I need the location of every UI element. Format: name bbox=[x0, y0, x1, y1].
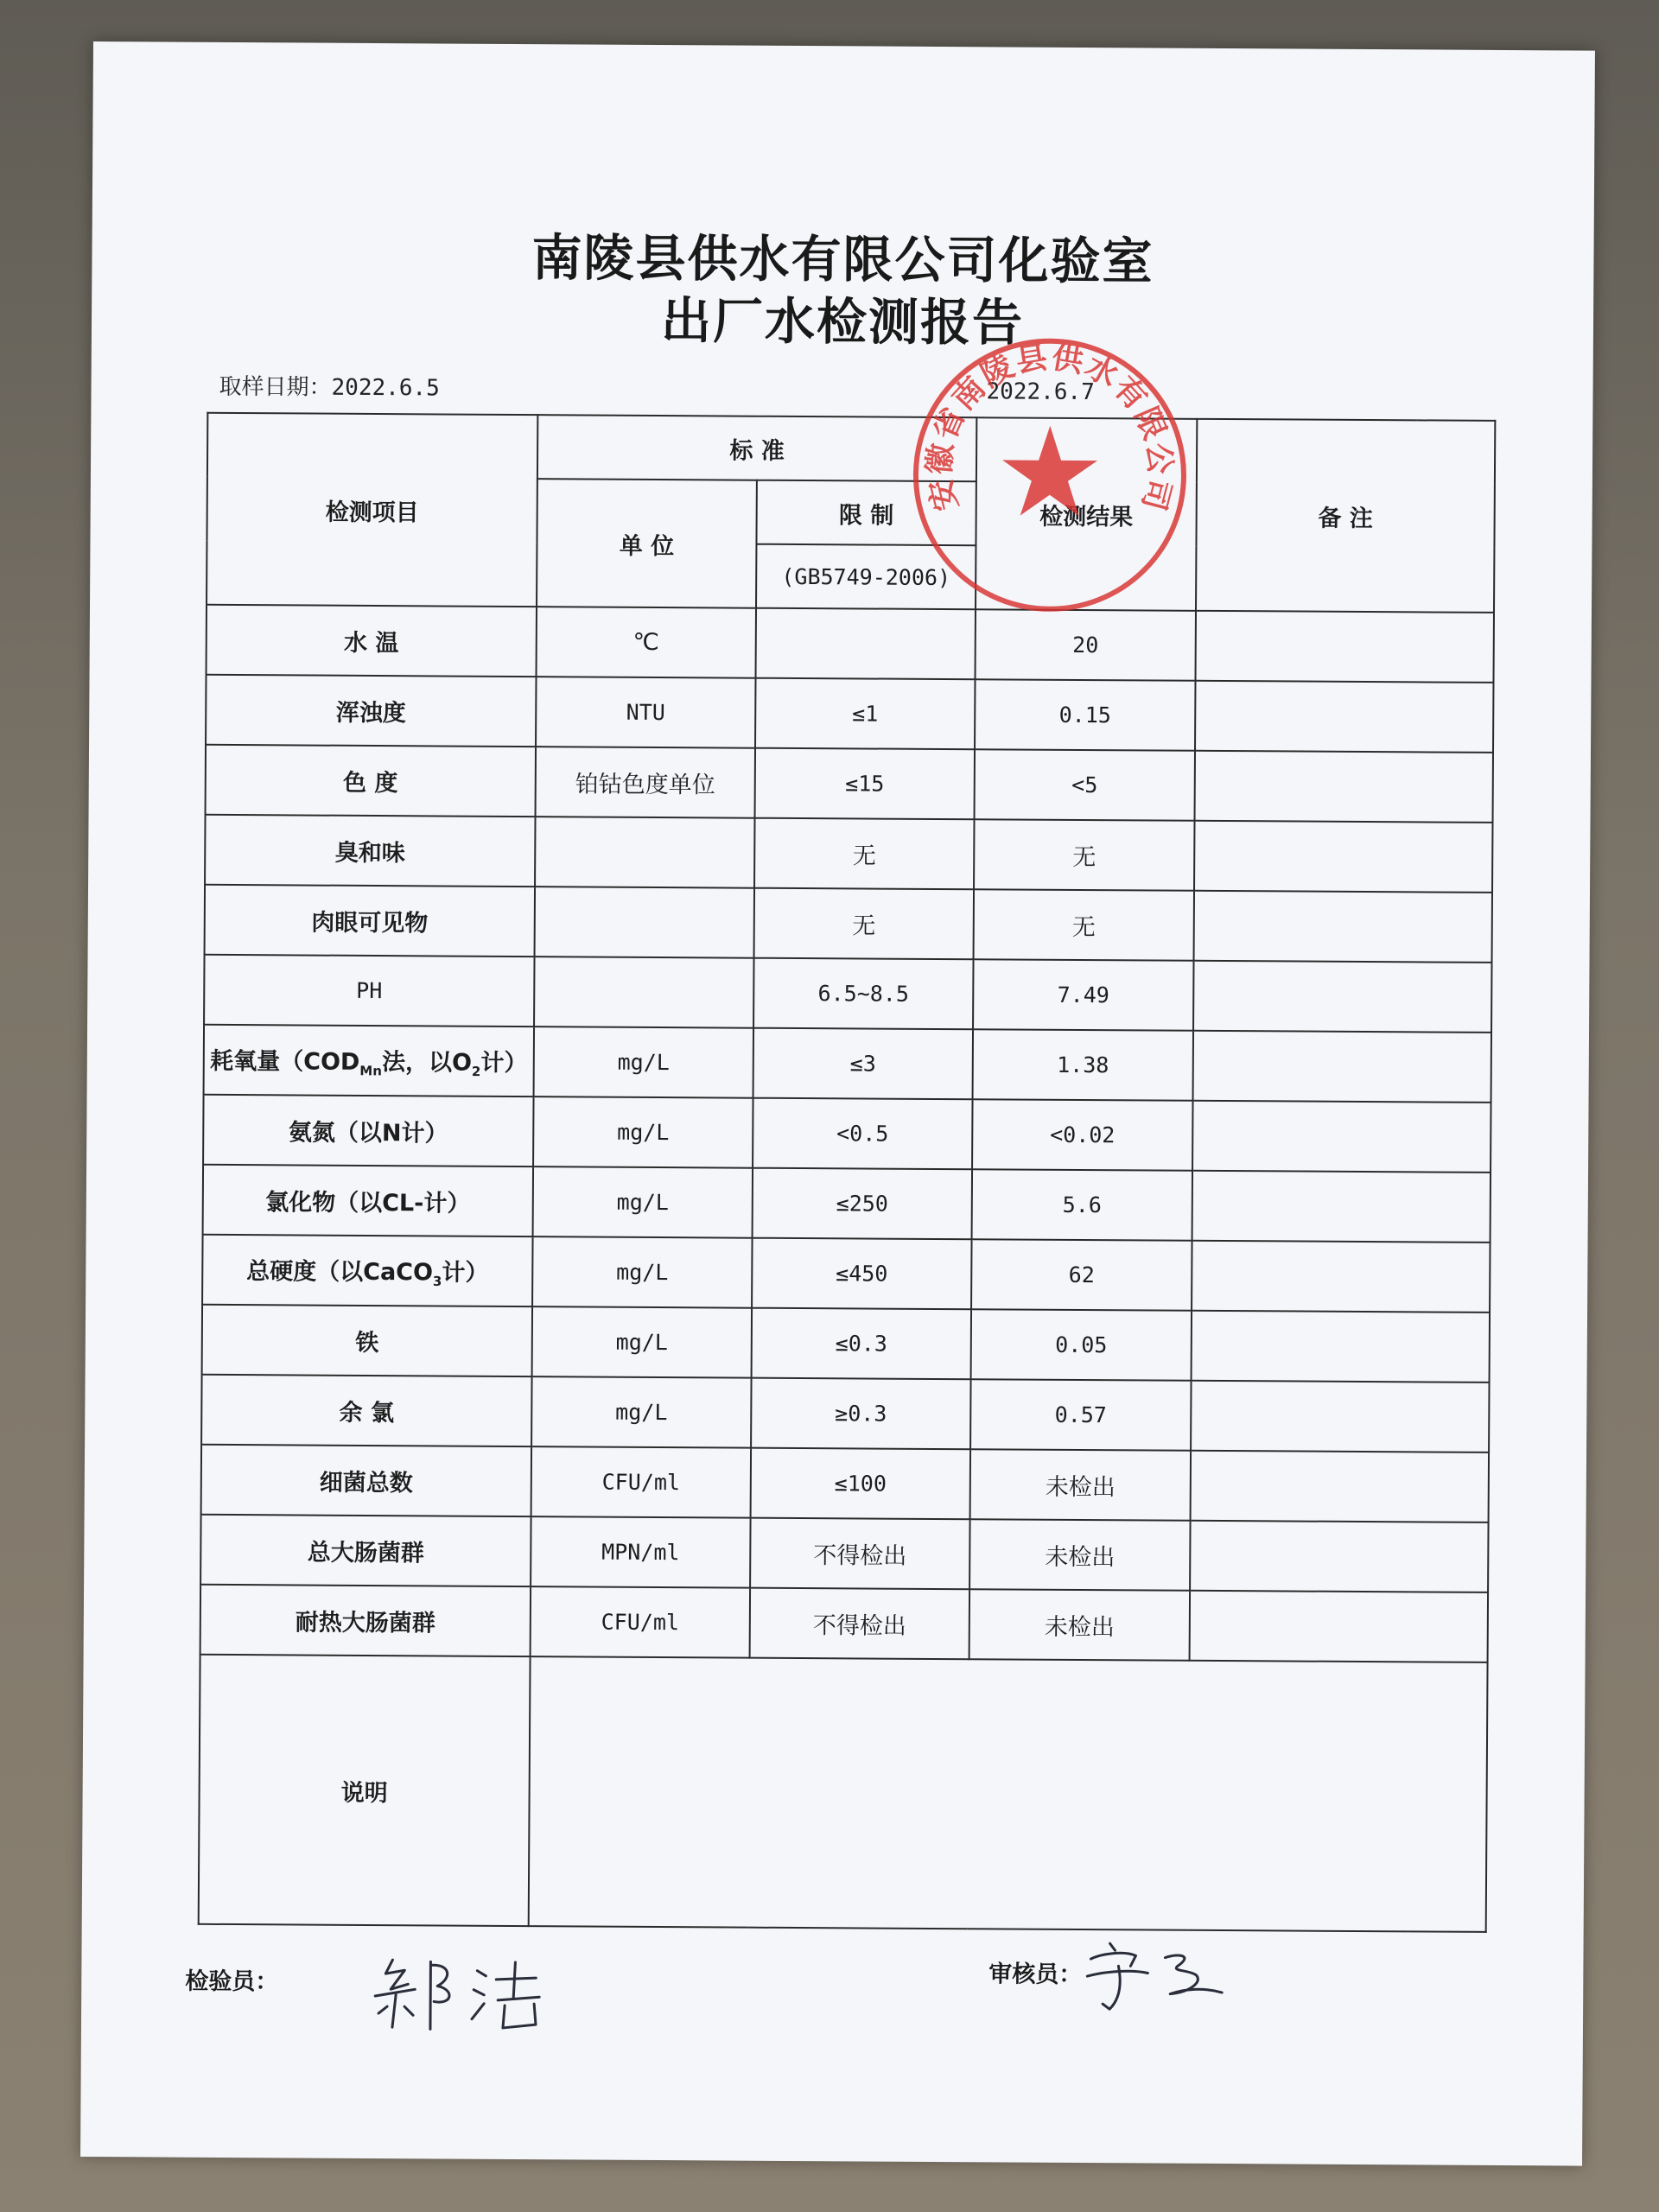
row-unit: CFU/ml bbox=[531, 1446, 751, 1518]
row-unit: mg/L bbox=[531, 1376, 751, 1448]
row-unit: mg/L bbox=[533, 1096, 753, 1168]
row-unit bbox=[534, 957, 753, 1028]
row-unit: ℃ bbox=[537, 607, 756, 678]
row-item: 耐热大肠菌群 bbox=[200, 1585, 531, 1656]
table-row bbox=[201, 1375, 1489, 1452]
row-unit: CFU/ml bbox=[531, 1586, 750, 1658]
row-result: 无 bbox=[974, 889, 1194, 961]
row-result: 未检出 bbox=[970, 1449, 1191, 1521]
row-unit: mg/L bbox=[532, 1236, 752, 1308]
row-note bbox=[1195, 751, 1493, 823]
col-header-standard: 标 准 bbox=[537, 415, 976, 481]
row-result: 未检出 bbox=[969, 1519, 1190, 1591]
reviewer-signature bbox=[1075, 1931, 1249, 2018]
col-header-result: 检测结果 bbox=[976, 417, 1197, 611]
row-note bbox=[1195, 681, 1493, 753]
row-unit bbox=[535, 817, 754, 888]
row-item: 肉眼可见物 bbox=[205, 885, 535, 957]
row-note bbox=[1192, 1171, 1491, 1243]
table-row bbox=[205, 885, 1492, 963]
row-note bbox=[1190, 1591, 1488, 1662]
row-limit: <0.5 bbox=[753, 1098, 972, 1170]
reviewer-label: 审核员： bbox=[988, 1961, 1083, 1989]
row-item-part: 计） bbox=[480, 1049, 528, 1077]
row-note bbox=[1191, 1381, 1489, 1452]
table-row bbox=[200, 1515, 1488, 1592]
report-date: 2022.6.7 bbox=[986, 378, 1095, 406]
row-limit: ≤100 bbox=[751, 1448, 970, 1520]
row-item: 余 氯 bbox=[201, 1375, 531, 1446]
row-result: 未检出 bbox=[969, 1589, 1190, 1661]
row-result: 0.05 bbox=[971, 1309, 1192, 1381]
row-item: 氨氮（以N计） bbox=[203, 1095, 533, 1166]
col-header-limit-standard: (GB5749-2006) bbox=[756, 544, 976, 610]
row-note bbox=[1192, 1241, 1490, 1313]
row-result: 0.57 bbox=[970, 1379, 1191, 1451]
row-note bbox=[1192, 1101, 1491, 1173]
row-result: 5.6 bbox=[972, 1169, 1192, 1241]
row-note bbox=[1196, 611, 1494, 683]
row-result: 0.15 bbox=[975, 679, 1195, 751]
col-header-item: 检测项目 bbox=[207, 413, 537, 607]
col-header-limit: 限 制 bbox=[756, 480, 976, 546]
row-note bbox=[1194, 891, 1492, 963]
row-item: PH bbox=[204, 955, 534, 1027]
row-item: 臭和味 bbox=[205, 815, 535, 887]
report-title-line1: 南陵县供水有限公司化验室 bbox=[531, 228, 1154, 291]
row-item: 总大肠菌群 bbox=[200, 1515, 531, 1586]
sampling-date: 取样日期：2022.6.5 bbox=[219, 373, 440, 402]
row-item: 细菌总数 bbox=[201, 1445, 531, 1516]
row-item bbox=[202, 1235, 532, 1306]
col-header-unit: 单 位 bbox=[537, 479, 757, 608]
row-limit: ≤1 bbox=[755, 678, 975, 750]
row-unit bbox=[535, 887, 754, 958]
table-row bbox=[203, 1095, 1491, 1173]
table-row bbox=[206, 745, 1493, 823]
row-result: 无 bbox=[974, 819, 1194, 891]
remark-row bbox=[199, 1655, 1488, 1932]
row-limit: 无 bbox=[754, 888, 974, 960]
row-result: 7.49 bbox=[973, 959, 1193, 1031]
row-note bbox=[1193, 1031, 1491, 1103]
row-unit: mg/L bbox=[532, 1306, 752, 1378]
row-item-subscript: Mn bbox=[359, 1063, 382, 1079]
table-row bbox=[204, 955, 1491, 1033]
row-item: 水 温 bbox=[207, 605, 537, 677]
row-limit: ≥0.3 bbox=[751, 1378, 970, 1450]
table-row bbox=[206, 675, 1493, 753]
table-row bbox=[203, 1165, 1491, 1243]
row-limit: 无 bbox=[754, 818, 974, 890]
row-note bbox=[1193, 961, 1491, 1033]
seal-text: 安徽省南陵县供水有限公司 bbox=[921, 340, 1179, 516]
row-item-part: 计） bbox=[442, 1259, 489, 1287]
report-title-line2: 出厂水检测报告 bbox=[660, 291, 1025, 353]
row-item-part: 法，以O bbox=[381, 1048, 473, 1077]
remark-content bbox=[529, 1656, 1488, 1932]
row-limit: 不得检出 bbox=[750, 1588, 969, 1660]
row-item: 浑浊度 bbox=[206, 675, 536, 747]
row-limit: 不得检出 bbox=[750, 1518, 969, 1590]
remark-label: 说明 bbox=[199, 1655, 531, 1926]
row-result: 62 bbox=[971, 1239, 1192, 1311]
row-limit: ≤250 bbox=[753, 1168, 972, 1240]
row-result: <0.02 bbox=[972, 1099, 1192, 1171]
row-result: 1.38 bbox=[973, 1029, 1193, 1101]
company-seal bbox=[906, 332, 1193, 619]
table-row bbox=[204, 1025, 1491, 1103]
row-limit bbox=[756, 608, 976, 680]
row-note bbox=[1192, 1311, 1490, 1382]
row-item: 铁 bbox=[202, 1305, 532, 1376]
table-row bbox=[200, 1585, 1488, 1662]
row-item-part: 耗氧量（COD bbox=[210, 1047, 360, 1076]
col-header-note: 备 注 bbox=[1196, 419, 1495, 613]
table-row bbox=[205, 815, 1492, 893]
row-note bbox=[1190, 1521, 1488, 1592]
table-row bbox=[201, 1445, 1489, 1522]
row-item: 色 度 bbox=[206, 745, 536, 817]
inspector-signature bbox=[366, 1944, 592, 2041]
row-item-subscript: 3 bbox=[432, 1273, 442, 1289]
row-limit: 6.5~8.5 bbox=[753, 958, 973, 1030]
row-limit: ≤450 bbox=[752, 1238, 971, 1310]
row-limit: ≤15 bbox=[755, 748, 975, 820]
row-limit: ≤3 bbox=[753, 1028, 973, 1100]
row-note bbox=[1191, 1451, 1489, 1522]
row-result: <5 bbox=[975, 749, 1195, 821]
row-unit: mg/L bbox=[534, 1027, 753, 1098]
row-item-subscript: 2 bbox=[471, 1063, 481, 1079]
table-row bbox=[207, 605, 1494, 683]
row-unit: NTU bbox=[536, 677, 755, 748]
row-unit: MPN/ml bbox=[531, 1516, 750, 1588]
row-result: 20 bbox=[976, 609, 1196, 681]
row-unit: 铂钴色度单位 bbox=[536, 747, 755, 818]
row-item bbox=[204, 1025, 534, 1096]
row-item-part: 总硬度（以CaCO bbox=[246, 1257, 434, 1287]
row-unit: mg/L bbox=[533, 1166, 753, 1238]
report-sheet bbox=[80, 41, 1595, 2166]
table-row bbox=[202, 1305, 1490, 1382]
row-item: 氯化物（以CL-计） bbox=[203, 1165, 533, 1236]
table-row bbox=[202, 1235, 1490, 1313]
inspector-label: 检验员： bbox=[185, 1967, 279, 1996]
row-limit: ≤0.3 bbox=[752, 1308, 971, 1380]
test-results-table bbox=[198, 412, 1497, 1933]
row-note bbox=[1194, 821, 1492, 893]
